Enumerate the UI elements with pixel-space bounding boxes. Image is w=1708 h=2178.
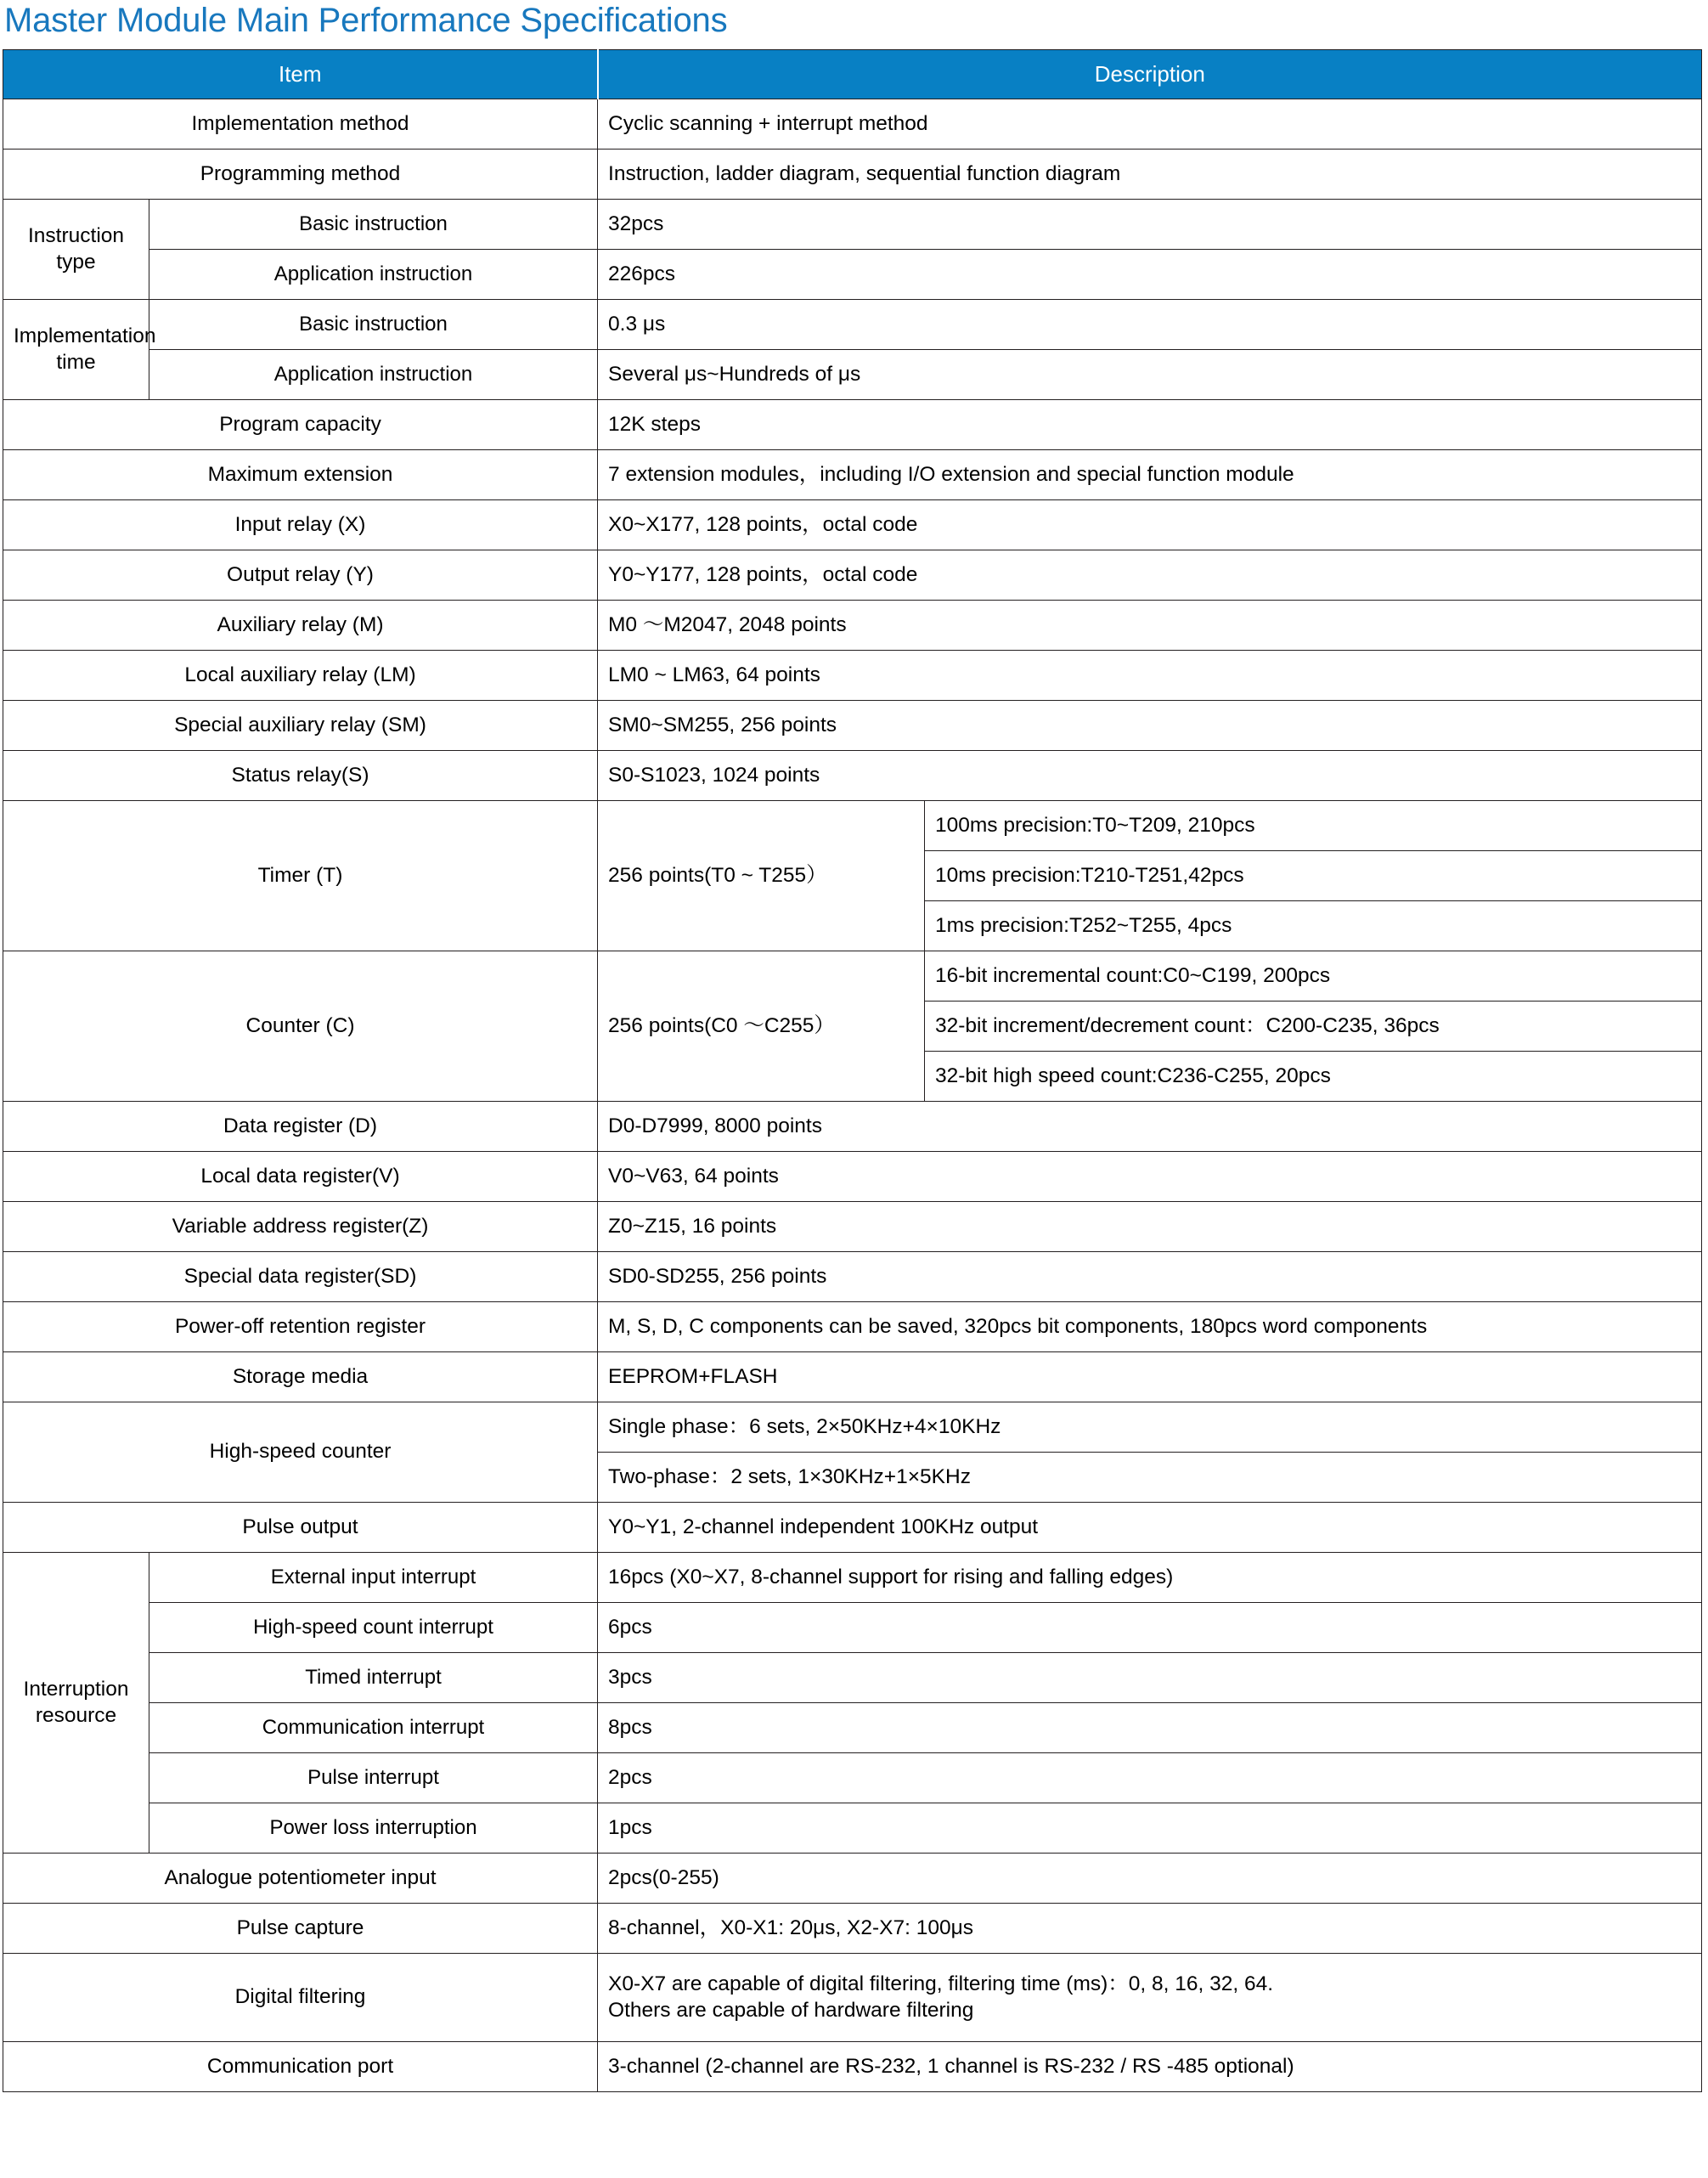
row-group-label-interruption-resource: Interruption resource bbox=[3, 1553, 149, 1854]
row-description: 1pcs bbox=[598, 1803, 1702, 1854]
row-description: Instruction, ladder diagram, sequential function diagram bbox=[598, 150, 1702, 200]
table-row bbox=[3, 1803, 1702, 1854]
row-sub-label: Application instruction bbox=[149, 350, 598, 400]
row-description-sub: 1ms precision:T252~T255, 4pcs bbox=[925, 901, 1702, 951]
row-description: LM0 ~ LM63, 64 points bbox=[598, 651, 1702, 701]
row-description: 8-channel，X0-X1: 20μs, X2-X7: 100μs bbox=[598, 1904, 1702, 1954]
row-item-label: Power-off retention register bbox=[3, 1302, 598, 1352]
row-description: 6pcs bbox=[598, 1603, 1702, 1653]
table-row bbox=[3, 400, 1702, 450]
row-item-label: Input relay (X) bbox=[3, 500, 598, 550]
row-sub-label: High-speed count interrupt bbox=[149, 1603, 598, 1653]
table-row bbox=[3, 1202, 1702, 1252]
row-description: Y0~Y1, 2-channel independent 100KHz output bbox=[598, 1503, 1702, 1553]
row-description: S0-S1023, 1024 points bbox=[598, 751, 1702, 801]
row-description bbox=[598, 1954, 1702, 2042]
table-row bbox=[3, 500, 1702, 550]
table-row bbox=[3, 1904, 1702, 1954]
table-row bbox=[3, 1653, 1702, 1703]
row-item-label: Status relay(S) bbox=[3, 751, 598, 801]
row-description: 8pcs bbox=[598, 1703, 1702, 1753]
table-header-row bbox=[3, 50, 1702, 99]
table-row bbox=[3, 801, 1702, 851]
row-item-label: Pulse capture bbox=[3, 1904, 598, 1954]
table-row bbox=[3, 99, 1702, 150]
table-row bbox=[3, 150, 1702, 200]
table-row bbox=[3, 951, 1702, 1002]
column-header-item: Item bbox=[3, 50, 598, 99]
table-row bbox=[3, 1352, 1702, 1402]
row-description-sub: 32-bit high speed count:C236-C255, 20pcs bbox=[925, 1052, 1702, 1102]
row-description: 16pcs (X0~X7, 8-channel support for rising and falling edges) bbox=[598, 1553, 1702, 1603]
table-row bbox=[3, 1152, 1702, 1202]
table-row bbox=[3, 1252, 1702, 1302]
table-row bbox=[3, 1302, 1702, 1352]
table-row bbox=[3, 1603, 1702, 1653]
table-row bbox=[3, 601, 1702, 651]
row-description: X0~X177, 128 points，octal code bbox=[598, 500, 1702, 550]
row-item-label: Pulse output bbox=[3, 1503, 598, 1553]
row-item-label: Variable address register(Z) bbox=[3, 1202, 598, 1252]
row-description-line: X0-X7 are capable of digital filtering, filtering time (ms)：0, 8, 16, 32, 64. bbox=[608, 1972, 1274, 1995]
row-sub-label: Pulse interrupt bbox=[149, 1753, 598, 1803]
row-description: D0-D7999, 8000 points bbox=[598, 1102, 1702, 1152]
row-description-sub: Single phase：6 sets, 2×50KHz+4×10KHz bbox=[598, 1402, 1702, 1453]
row-description-main: 256 points(T0 ~ T255） bbox=[598, 801, 925, 951]
row-item-label: Data register (D) bbox=[3, 1102, 598, 1152]
page-title: Master Module Main Performance Specifications bbox=[4, 2, 728, 39]
row-item-label: Analogue potentiometer input bbox=[3, 1854, 598, 1904]
row-sub-label: Basic instruction bbox=[149, 200, 598, 250]
table-head bbox=[3, 50, 1702, 99]
row-description: 3pcs bbox=[598, 1653, 1702, 1703]
row-item-label: Digital filtering bbox=[3, 1954, 598, 2042]
row-item-label: Implementation method bbox=[3, 99, 598, 150]
row-sub-label: External input interrupt bbox=[149, 1553, 598, 1603]
row-description: Z0~Z15, 16 points bbox=[598, 1202, 1702, 1252]
table-row bbox=[3, 1854, 1702, 1904]
row-item-label: Program capacity bbox=[3, 400, 598, 450]
row-description: 2pcs bbox=[598, 1753, 1702, 1803]
row-sub-label: Application instruction bbox=[149, 250, 598, 300]
row-item-label: Local data register(V) bbox=[3, 1152, 598, 1202]
row-item-label: Maximum extension bbox=[3, 450, 598, 500]
table-row bbox=[3, 1402, 1702, 1453]
row-group-label-instruction-type: Instruction type bbox=[3, 200, 149, 300]
row-description-sub: 32-bit increment/decrement count：C200-C235, 36pcs bbox=[925, 1002, 1702, 1052]
row-group-label-implementation-time: Implementation time bbox=[3, 300, 149, 400]
table-row bbox=[3, 651, 1702, 701]
row-sub-label: Timed interrupt bbox=[149, 1653, 598, 1703]
table-row bbox=[3, 751, 1702, 801]
table-row bbox=[3, 1503, 1702, 1553]
table-row bbox=[3, 701, 1702, 751]
column-header-description: Description bbox=[598, 50, 1702, 99]
row-item-label: Communication port bbox=[3, 2042, 598, 2092]
row-item-label: Local auxiliary relay (LM) bbox=[3, 651, 598, 701]
table-row bbox=[3, 1753, 1702, 1803]
row-sub-label: Power loss interruption bbox=[149, 1803, 598, 1854]
row-item-label-timer: Timer (T) bbox=[3, 801, 598, 951]
table-row bbox=[3, 1553, 1702, 1603]
row-description: SM0~SM255, 256 points bbox=[598, 701, 1702, 751]
row-description: EEPROM+FLASH bbox=[598, 1352, 1702, 1402]
table-row bbox=[3, 250, 1702, 300]
row-description: 3-channel (2-channel are RS-232, 1 channel is RS-232 / RS -485 optional) bbox=[598, 2042, 1702, 2092]
table-row bbox=[3, 350, 1702, 400]
row-item-label-counter: Counter (C) bbox=[3, 951, 598, 1102]
table-row bbox=[3, 1954, 1702, 2042]
table-row bbox=[3, 1102, 1702, 1152]
row-description: 7 extension modules，including I/O extension and special function module bbox=[598, 450, 1702, 500]
row-description: Cyclic scanning + interrupt method bbox=[598, 99, 1702, 150]
row-item-label: Output relay (Y) bbox=[3, 550, 598, 601]
table-row bbox=[3, 2042, 1702, 2092]
row-description: M0 ～M2047, 2048 points bbox=[598, 601, 1702, 651]
row-description: 226pcs bbox=[598, 250, 1702, 300]
row-sub-label: Communication interrupt bbox=[149, 1703, 598, 1753]
spec-table bbox=[3, 49, 1702, 2092]
row-description-sub: 16-bit incremental count:C0~C199, 200pcs bbox=[925, 951, 1702, 1002]
row-description-sub: Two-phase：2 sets, 1×30KHz+1×5KHz bbox=[598, 1453, 1702, 1503]
row-item-label-high-speed-counter: High-speed counter bbox=[3, 1402, 598, 1503]
row-description: SD0-SD255, 256 points bbox=[598, 1252, 1702, 1302]
row-description: 12K steps bbox=[598, 400, 1702, 450]
row-description: Y0~Y177, 128 points，octal code bbox=[598, 550, 1702, 601]
row-item-label: Storage media bbox=[3, 1352, 598, 1402]
row-description-main: 256 points(C0 ～C255） bbox=[598, 951, 925, 1102]
table-row bbox=[3, 550, 1702, 601]
row-item-label: Auxiliary relay (M) bbox=[3, 601, 598, 651]
table-body bbox=[3, 99, 1702, 2092]
row-description-sub: 100ms precision:T0~T209, 210pcs bbox=[925, 801, 1702, 851]
row-item-label: Special data register(SD) bbox=[3, 1252, 598, 1302]
table-row bbox=[3, 300, 1702, 350]
table-row bbox=[3, 1703, 1702, 1753]
row-description: 2pcs(0-255) bbox=[598, 1854, 1702, 1904]
row-sub-label: Basic instruction bbox=[149, 300, 598, 350]
row-item-label: Special auxiliary relay (SM) bbox=[3, 701, 598, 751]
row-description: M, S, D, C components can be saved, 320pcs bit components, 180pcs word components bbox=[598, 1302, 1702, 1352]
row-description: V0~V63, 64 points bbox=[598, 1152, 1702, 1202]
table-row bbox=[3, 450, 1702, 500]
row-description: Several μs~Hundreds of μs bbox=[598, 350, 1702, 400]
row-item-label: Programming method bbox=[3, 150, 598, 200]
row-description: 32pcs bbox=[598, 200, 1702, 250]
table-row bbox=[3, 200, 1702, 250]
row-description-line: Others are capable of hardware filtering bbox=[608, 1998, 974, 2022]
row-description-sub: 10ms precision:T210-T251,42pcs bbox=[925, 851, 1702, 901]
row-description: 0.3 μs bbox=[598, 300, 1702, 350]
